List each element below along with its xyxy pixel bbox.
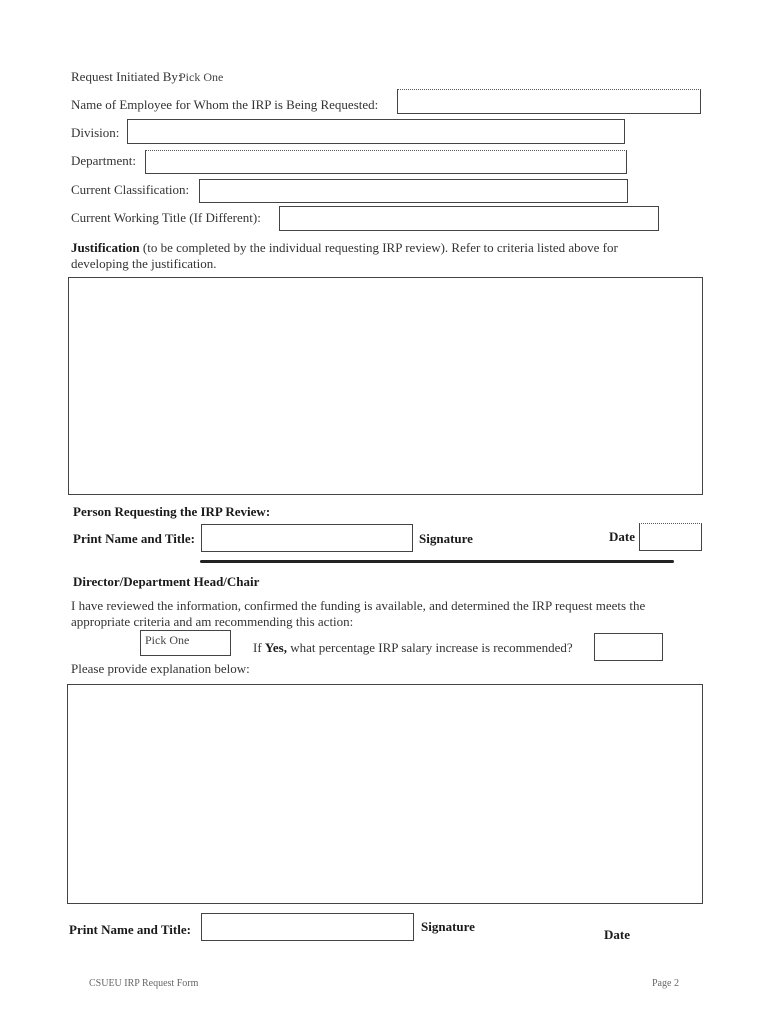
working-title-label: Current Working Title (If Different): [71,210,261,225]
request-initiated-select[interactable]: Pick One [179,70,224,84]
request-initiated-label: Request Initiated By: [71,69,182,84]
director-statement: I have reviewed the information, confirmed the funding is available, and determined the IRP request meets the appropriate criteria and am recommending this action: [71,598,646,629]
justification-instructions: Justification (to be completed by the individual requesting IRP review). Refer to criteria listed above for developing the justification. [71,240,618,271]
classification-field[interactable] [199,179,628,203]
working-title-field[interactable] [279,206,659,231]
division-field[interactable] [127,119,625,144]
requester-print-name-field[interactable] [201,524,413,552]
director-date-label: Date [604,927,630,942]
footer-form-name: CSUEU IRP Request Form [89,978,199,989]
justification-textarea[interactable] [68,277,703,495]
justification-heading: Justification [71,240,140,255]
director-heading: Director/Department Head/Chair [73,574,260,589]
explanation-textarea[interactable] [67,684,703,904]
section-divider [200,560,674,563]
director-print-name-field[interactable] [201,913,414,941]
director-print-name-label: Print Name and Title: [69,922,191,937]
classification-label: Current Classification: [71,182,190,197]
requester-heading: Person Requesting the IRP Review: [73,504,271,519]
requester-date-field[interactable] [639,523,702,551]
percentage-field[interactable] [594,633,663,661]
explanation-label: Please provide explanation below: [71,661,250,676]
percentage-question: If Yes, what percentage IRP salary increase is recommended? [253,640,573,655]
footer-page-number: Page 2 [652,978,679,989]
employee-name-field[interactable] [397,89,701,114]
department-label: Department: [71,153,136,168]
employee-name-label: Name of Employee for Whom the IRP is Being Requested: [71,97,379,112]
department-field[interactable] [145,150,627,174]
requester-date-label: Date [609,529,635,544]
requester-print-name-label: Print Name and Title: [73,531,195,546]
recommendation-select[interactable]: Pick One [140,630,231,656]
division-label: Division: [71,125,120,140]
director-signature-label: Signature [421,919,475,934]
requester-signature-label: Signature [419,531,473,546]
